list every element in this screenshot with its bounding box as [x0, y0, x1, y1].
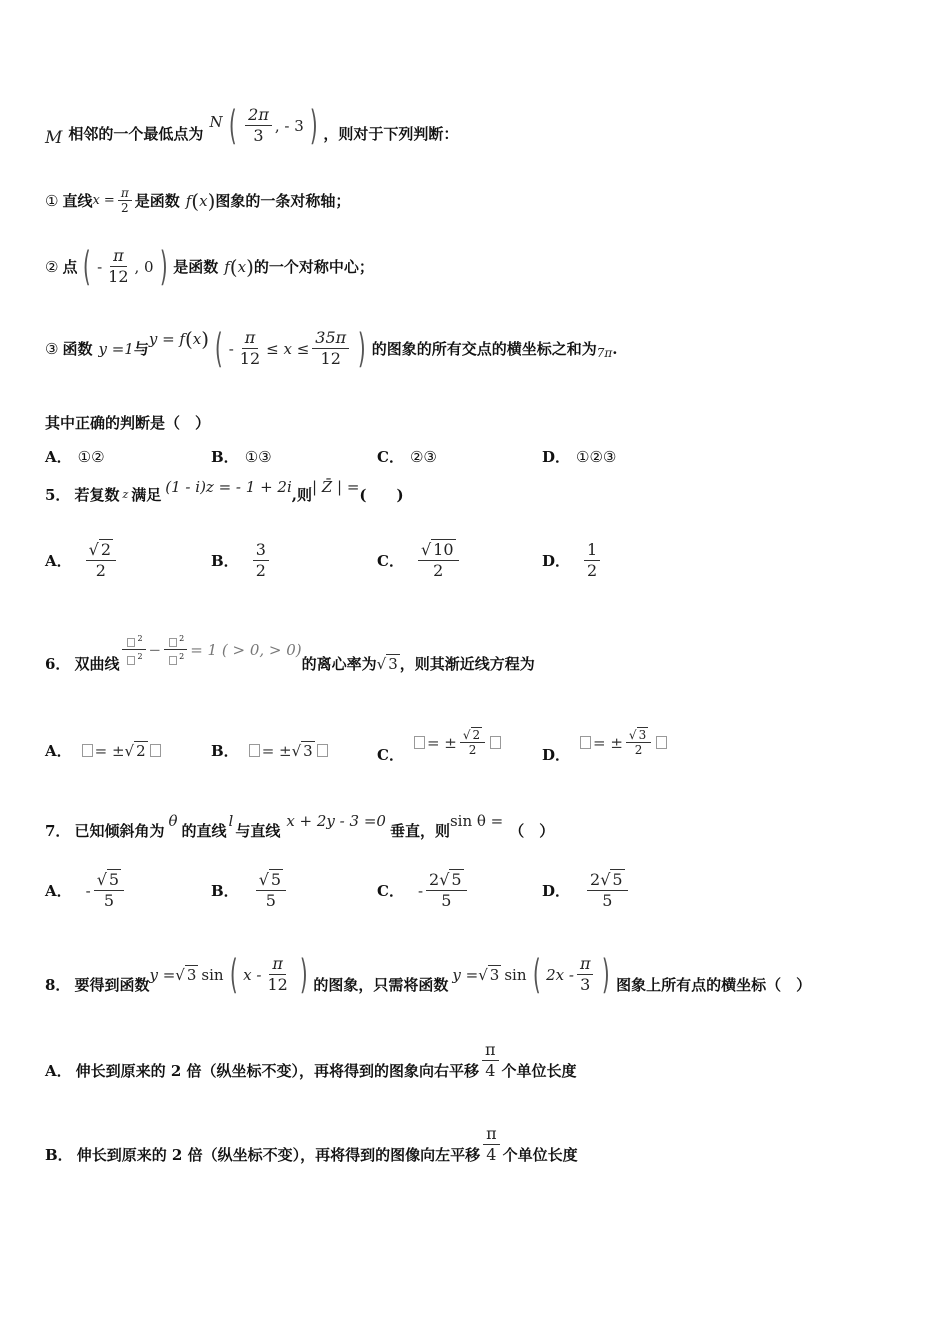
radicand: 2 — [472, 728, 481, 742]
placeholder-glyph — [127, 638, 135, 647]
q6-text2: 的离心率为 — [301, 655, 377, 673]
radicand: 3 — [303, 741, 313, 760]
frac-den: 3 — [253, 126, 264, 145]
sin-label: sin — [504, 965, 527, 984]
sqrt-sign: √ 5 — [439, 870, 462, 889]
option-letter: B． — [211, 882, 239, 900]
frac-den: 5 — [602, 891, 613, 910]
q4-option-d[interactable] — [542, 446, 616, 467]
q8-fraction-1 — [264, 954, 290, 995]
item1-arg: x — [199, 191, 208, 210]
option-letter: D． — [542, 448, 571, 466]
q6-equation: = 1 ( > 0, > 0) — [190, 640, 302, 659]
exponent: 2 — [179, 652, 185, 661]
paren-open: ( — [191, 188, 200, 213]
frac-num: 1 — [584, 540, 600, 561]
option-letter: A． — [45, 1062, 72, 1080]
radicand: 3 — [186, 965, 197, 984]
paren-close: ) — [201, 326, 210, 351]
radicand: 2 — [100, 540, 112, 559]
intro-tail: ，则对于下列判断： — [323, 125, 459, 143]
q4-option-b[interactable] — [211, 446, 272, 467]
frac-den: 2 — [120, 201, 129, 215]
fraction-2pi-3 — [245, 105, 272, 146]
frac-den: 5 — [103, 891, 114, 910]
item2-text2: 的一个对称中心； — [253, 258, 374, 276]
placeholder-glyph — [169, 656, 177, 665]
item1-text: 是函数 — [134, 192, 180, 210]
placeholder-glyph — [414, 736, 425, 749]
frac-den: 2 — [255, 561, 266, 580]
minus-sign: − — [148, 640, 162, 659]
sqrt-sign: √ 3 — [175, 965, 197, 984]
option-letter: A． — [45, 882, 72, 900]
left-paren: ( — [83, 243, 92, 290]
frac-den: 4 — [486, 1145, 497, 1164]
q5-text2: 满足 — [131, 486, 162, 504]
option-fraction — [483, 1124, 500, 1165]
q6-text3: ，则其渐近线方程为 — [399, 655, 535, 673]
left-paren: ( — [228, 102, 237, 149]
left-paren: ( — [214, 325, 223, 372]
q8-x1: x - — [243, 965, 262, 984]
q7-option-a[interactable] — [45, 870, 127, 911]
item3-fraction-1 — [237, 328, 263, 369]
radicand: 5 — [108, 870, 120, 889]
item3-eq1: y =1 — [98, 339, 134, 358]
q5-abs: | Z̄ | = — [311, 477, 360, 496]
sqrt-sign: √ 2 — [124, 741, 146, 760]
option-fraction — [253, 540, 269, 581]
q5-text1: 若复数 — [74, 486, 120, 504]
q7-text1: 已知倾斜角为 — [74, 822, 165, 840]
q8-y2: y = — [452, 965, 479, 984]
placeholder-glyph — [656, 736, 667, 749]
frac-den: 2 — [587, 561, 598, 580]
option-text-tail: 个单位长度 — [502, 1146, 578, 1164]
option-sign: - — [417, 881, 424, 900]
item2-fraction — [105, 246, 131, 287]
radicand: 5 — [612, 870, 623, 889]
q6-number: 6． — [45, 655, 71, 673]
sqrt-sign: √ 10 — [420, 540, 454, 559]
option-fraction — [426, 870, 467, 911]
item2-label: 点 — [62, 258, 78, 276]
option-letter: C． — [377, 552, 404, 570]
sqrt-sign: √ 5 — [258, 870, 282, 889]
radicand: 5 — [270, 870, 282, 889]
option-fraction — [482, 1040, 499, 1081]
radicand: 3 — [388, 654, 398, 673]
radicand: 3 — [638, 728, 647, 742]
q7-text4: 垂直，则 — [389, 822, 450, 840]
q6-option-c[interactable] — [377, 728, 503, 769]
option-text: ①③ — [244, 447, 272, 466]
option-fraction — [460, 728, 485, 757]
q5-equation: (1 - i)z = - 1 + 2i — [165, 477, 292, 496]
option-fraction — [584, 540, 600, 581]
radicand: 10 — [433, 540, 454, 559]
line-intro — [45, 102, 459, 149]
option-letter: C． — [377, 746, 404, 764]
q7-option-b[interactable] — [211, 870, 289, 911]
q6-option-b[interactable] — [211, 740, 330, 761]
q8-option-b[interactable] — [45, 1124, 578, 1165]
sqrt-sign: √ 2 — [88, 540, 112, 559]
option-text: ①② — [77, 447, 105, 466]
q7-number: 7． — [45, 822, 71, 840]
q8-x2: 2x - — [546, 965, 574, 984]
radicand: 5 — [451, 870, 462, 889]
judgment-2 — [45, 243, 374, 290]
coefficient: 2 — [429, 870, 440, 889]
q5-option-c[interactable] — [377, 540, 462, 581]
frac-den: 12 — [267, 975, 288, 994]
paren-open: ( — [184, 326, 193, 351]
paren-close: ) — [207, 188, 216, 213]
option-letter: A． — [45, 552, 72, 570]
q7-equation: x + 2y - 3 =0 — [286, 811, 386, 830]
q5-number: 5． — [45, 486, 71, 504]
item1-lhs: x = — [92, 193, 115, 208]
mark-2: ② — [45, 257, 59, 276]
option-fraction — [626, 728, 651, 757]
placeholder-glyph — [317, 744, 328, 757]
option-fraction — [94, 870, 124, 911]
radicand: 2 — [136, 741, 146, 760]
placeholder-glyph — [127, 656, 135, 665]
frac-den: 12 — [239, 349, 261, 368]
option-expr: = ± — [593, 733, 623, 752]
frac-num: 35π — [312, 328, 349, 349]
question-5 — [45, 477, 404, 505]
radicand: 3 — [489, 965, 500, 984]
frac-num: π — [269, 954, 286, 975]
sqrt-sign: √ 5 — [96, 870, 120, 889]
question-8 — [45, 951, 812, 998]
item3-eq2: y = f — [148, 329, 185, 348]
q7-option-c[interactable] — [377, 870, 470, 911]
option-fraction — [86, 540, 116, 581]
item3-label: 函数 — [62, 340, 93, 358]
item3-result: 7π — [596, 345, 613, 360]
option-letter: C． — [377, 882, 404, 900]
q5-option-a[interactable] — [45, 540, 119, 581]
frac-den: 12 — [108, 267, 129, 286]
item3-rel: ≤ x ≤ — [266, 339, 310, 358]
option-expr: = ± — [261, 741, 292, 760]
q5-var: z — [122, 488, 129, 501]
q5-paren: ( ) — [359, 486, 404, 504]
point-y: , - 3 — [274, 116, 304, 135]
frac-num: π — [118, 186, 132, 201]
sqrt-sign: √ 3 — [291, 741, 313, 760]
sqrt-sign: √ 3 — [478, 965, 500, 984]
option-text: 伸长到原来的 2 倍（纵坐标不变），再将得到的图像向左平移 — [76, 1146, 481, 1164]
item3-fraction-2 — [312, 328, 349, 369]
placeholder-glyph — [169, 638, 177, 647]
q7-paren: （ ） — [509, 822, 555, 840]
exponent: 2 — [137, 652, 143, 661]
placeholder-glyph — [249, 744, 260, 757]
q4-option-c[interactable] — [377, 446, 437, 467]
exponent: 2 — [137, 634, 143, 643]
question-7 — [45, 810, 555, 840]
prompt-text: 其中正确的判断是（ ） — [45, 414, 211, 432]
right-paren: ) — [159, 243, 168, 290]
sqrt-sign: √ 5 — [600, 870, 623, 889]
frac-den: 5 — [441, 891, 452, 910]
left-paren: ( — [229, 951, 238, 998]
item1-fraction — [118, 186, 132, 215]
q7-option-d[interactable] — [542, 870, 631, 911]
option-letter: A． — [45, 742, 72, 760]
frac-den: 3 — [580, 975, 591, 994]
frac-num: π — [242, 328, 259, 349]
question-prompt — [45, 412, 210, 433]
item3-with: 与 — [133, 340, 149, 358]
q6-frac-x — [122, 632, 145, 667]
item1-label: 直线 — [62, 192, 93, 210]
q7-line-l: l — [228, 811, 234, 830]
q8-fraction-2 — [577, 954, 594, 995]
q8-option-a[interactable] — [45, 1040, 577, 1081]
q6-text1: 双曲线 — [74, 655, 120, 673]
mark-3: ③ — [45, 339, 59, 358]
frac-den: 12 — [320, 349, 341, 368]
q6-sqrt: √ 3 — [376, 654, 398, 673]
intro-text: 相邻的一个最低点为 — [68, 125, 204, 143]
option-letter: B． — [211, 448, 239, 466]
q8-text2: 的图象，只需将函数 — [313, 976, 449, 994]
neg-sign: - — [228, 339, 234, 358]
right-paren: ) — [309, 102, 318, 149]
option-letter: B． — [211, 552, 239, 570]
option-fraction — [587, 870, 628, 911]
option-letter: D． — [542, 882, 571, 900]
q5-option-d[interactable] — [542, 540, 603, 581]
option-letter: B． — [211, 742, 239, 760]
q6-option-a[interactable] — [45, 740, 163, 761]
placeholder-glyph — [150, 744, 161, 757]
item1-text2: 图象的一条对称轴； — [215, 192, 351, 210]
question-6 — [45, 632, 535, 673]
option-sign: - — [85, 881, 91, 900]
q5-option-b[interactable] — [211, 540, 272, 581]
q8-y1: y = — [149, 965, 176, 984]
neg-sign: - — [97, 257, 103, 276]
right-paren: ) — [358, 325, 366, 372]
q7-theta: θ — [168, 811, 178, 830]
frac-num: π — [482, 1040, 499, 1061]
q7-text2: 的直线 — [181, 822, 227, 840]
q8-text3: 图象上所有点的横坐标（ ） — [616, 976, 812, 994]
q7-text3: 与直线 — [235, 822, 281, 840]
option-fraction — [418, 540, 459, 581]
option-text: 伸长到原来的 2 倍（纵坐标不变），再将得到的图象向右平移 — [75, 1062, 480, 1080]
var-m: M — [45, 127, 63, 148]
q8-text1: 要得到函数 — [74, 976, 150, 994]
frac-num: 2π — [245, 105, 272, 126]
placeholder-glyph — [490, 736, 501, 749]
q5-text3: ,则 — [291, 486, 312, 504]
frac-den: 2 — [634, 743, 643, 757]
option-letter: A． — [45, 448, 72, 466]
frac-den: 5 — [265, 891, 276, 910]
right-paren: ) — [602, 951, 611, 998]
frac-num: 3 — [253, 540, 269, 561]
q6-frac-y — [164, 632, 187, 667]
judgment-1 — [45, 186, 350, 215]
frac-den: 2 — [468, 743, 477, 757]
option-letter: D． — [542, 746, 571, 764]
option-text: ①②③ — [576, 447, 617, 466]
judgment-3 — [45, 325, 618, 372]
mark-1: ① — [45, 191, 59, 210]
var-n: N — [209, 112, 223, 131]
item2-text: 是函数 — [173, 258, 219, 276]
left-paren: ( — [532, 951, 541, 998]
coefficient: 2 — [590, 870, 601, 889]
sqrt-sign: √ 3 — [628, 728, 647, 742]
q4-option-a[interactable] — [45, 446, 105, 467]
option-letter: D． — [542, 552, 571, 570]
item3-dot: . — [612, 339, 618, 358]
placeholder-glyph — [580, 736, 591, 749]
item2-arg: x — [237, 257, 247, 276]
item2-func: f — [224, 257, 230, 276]
frac-den: 2 — [433, 561, 444, 580]
option-letter: C． — [377, 448, 404, 466]
item1-func: f — [185, 191, 192, 210]
frac-num: π — [483, 1124, 500, 1145]
paren-open: ( — [229, 254, 238, 279]
q6-option-d[interactable] — [542, 728, 669, 769]
paren-close: ) — [246, 254, 254, 279]
item3-text: 的图象的所有交点的横坐标之和为 — [371, 340, 597, 358]
frac-num: π — [110, 246, 127, 267]
option-fraction — [256, 870, 286, 911]
q7-sin: sin θ = — [449, 811, 504, 830]
sqrt-sign: √ 2 — [462, 728, 481, 742]
option-text-tail: 个单位长度 — [501, 1062, 577, 1080]
right-paren: ) — [299, 951, 308, 998]
frac-den: 2 — [95, 561, 106, 580]
item3-arg: x — [192, 329, 202, 348]
option-expr: = ± — [426, 733, 457, 752]
option-text: ②③ — [409, 447, 437, 466]
placeholder-glyph — [82, 744, 93, 757]
sin-label: sin — [201, 965, 224, 984]
exponent: 2 — [179, 634, 185, 643]
q8-number: 8． — [45, 976, 71, 994]
frac-num: π — [577, 954, 594, 975]
frac-den: 4 — [485, 1061, 496, 1080]
option-expr: = ± — [94, 741, 125, 760]
option-letter: B． — [45, 1146, 73, 1164]
item2-tail: , 0 — [134, 257, 154, 276]
